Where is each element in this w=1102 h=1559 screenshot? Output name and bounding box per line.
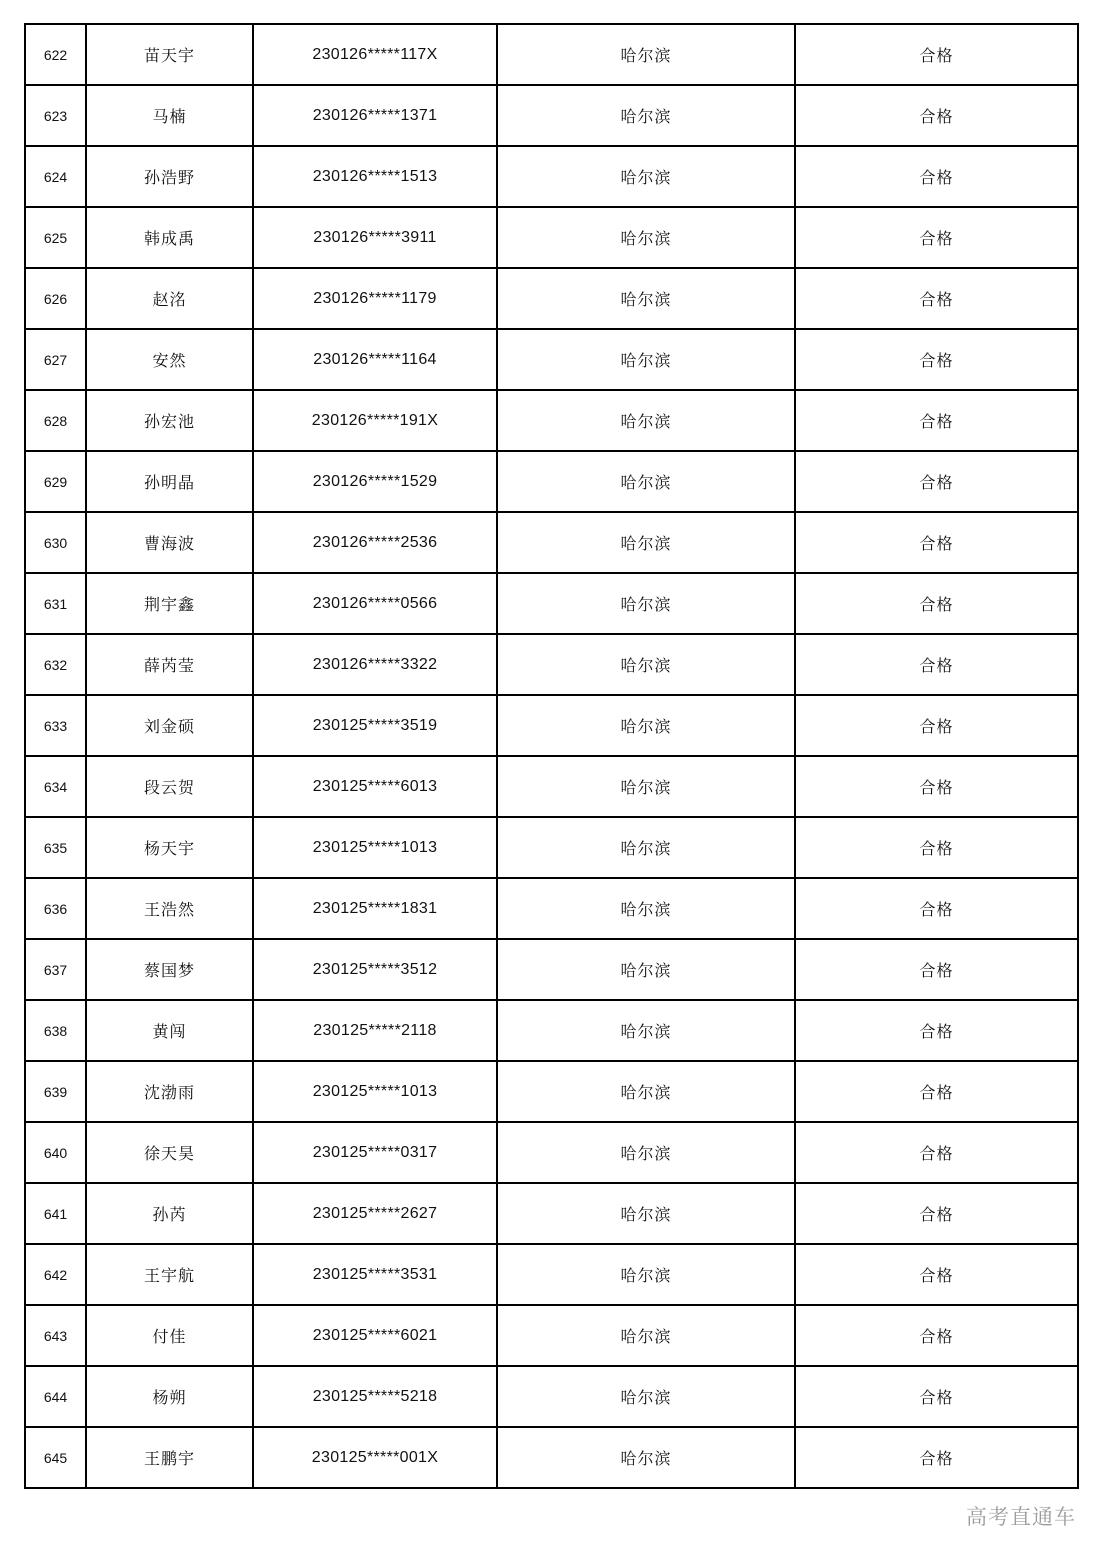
table-row	[25, 695, 1078, 756]
row-number-cell: 636	[25, 878, 86, 939]
table-row	[25, 634, 1078, 695]
row-number-cell: 626	[25, 268, 86, 329]
result-cell: 合格	[795, 512, 1078, 573]
name-cell: 徐天昊	[86, 1122, 253, 1183]
city-cell: 哈尔滨	[497, 1366, 795, 1427]
name-cell: 段云贺	[86, 756, 253, 817]
row-number-cell: 634	[25, 756, 86, 817]
table-row	[25, 1183, 1078, 1244]
id-number-cell: 230125*****3519	[253, 695, 497, 756]
id-number-cell: 230126*****191X	[253, 390, 497, 451]
table-row	[25, 268, 1078, 329]
row-number-cell: 633	[25, 695, 86, 756]
city-cell: 哈尔滨	[497, 1061, 795, 1122]
id-number-cell: 230125*****3512	[253, 939, 497, 1000]
result-cell: 合格	[795, 268, 1078, 329]
result-cell: 合格	[795, 1000, 1078, 1061]
watermark-text: 高考直通车	[966, 1505, 1076, 1529]
name-cell: 马楠	[86, 85, 253, 146]
row-number-cell: 641	[25, 1183, 86, 1244]
name-cell: 孙芮	[86, 1183, 253, 1244]
name-cell: 孙浩野	[86, 146, 253, 207]
city-cell: 哈尔滨	[497, 634, 795, 695]
table-row	[25, 1000, 1078, 1061]
result-cell: 合格	[795, 1183, 1078, 1244]
result-cell: 合格	[795, 939, 1078, 1000]
id-number-cell: 230125*****6013	[253, 756, 497, 817]
city-cell: 哈尔滨	[497, 207, 795, 268]
results-table-container	[24, 23, 1077, 1489]
result-cell: 合格	[795, 1244, 1078, 1305]
city-cell: 哈尔滨	[497, 146, 795, 207]
city-cell: 哈尔滨	[497, 878, 795, 939]
city-cell: 哈尔滨	[497, 329, 795, 390]
results-table	[24, 23, 1079, 1489]
result-cell: 合格	[795, 207, 1078, 268]
result-cell: 合格	[795, 1061, 1078, 1122]
name-cell: 薛芮莹	[86, 634, 253, 695]
row-number-cell: 639	[25, 1061, 86, 1122]
row-number-cell: 627	[25, 329, 86, 390]
table-row	[25, 451, 1078, 512]
id-number-cell: 230125*****0317	[253, 1122, 497, 1183]
city-cell: 哈尔滨	[497, 1122, 795, 1183]
id-number-cell: 230125*****2627	[253, 1183, 497, 1244]
city-cell: 哈尔滨	[497, 573, 795, 634]
result-cell: 合格	[795, 329, 1078, 390]
table-row	[25, 146, 1078, 207]
row-number-cell: 625	[25, 207, 86, 268]
city-cell: 哈尔滨	[497, 1427, 795, 1488]
result-cell: 合格	[795, 634, 1078, 695]
table-row	[25, 1122, 1078, 1183]
result-cell: 合格	[795, 573, 1078, 634]
table-row	[25, 817, 1078, 878]
city-cell: 哈尔滨	[497, 390, 795, 451]
row-number-cell: 645	[25, 1427, 86, 1488]
name-cell: 孙明晶	[86, 451, 253, 512]
results-table-body	[25, 24, 1078, 1488]
row-number-cell: 640	[25, 1122, 86, 1183]
id-number-cell: 230125*****1013	[253, 1061, 497, 1122]
result-cell: 合格	[795, 1366, 1078, 1427]
city-cell: 哈尔滨	[497, 1244, 795, 1305]
name-cell: 王宇航	[86, 1244, 253, 1305]
row-number-cell: 635	[25, 817, 86, 878]
id-number-cell: 230126*****1529	[253, 451, 497, 512]
id-number-cell: 230126*****3322	[253, 634, 497, 695]
row-number-cell: 629	[25, 451, 86, 512]
name-cell: 安然	[86, 329, 253, 390]
city-cell: 哈尔滨	[497, 1183, 795, 1244]
city-cell: 哈尔滨	[497, 756, 795, 817]
name-cell: 苗天宇	[86, 24, 253, 85]
row-number-cell: 630	[25, 512, 86, 573]
table-row	[25, 24, 1078, 85]
city-cell: 哈尔滨	[497, 451, 795, 512]
table-row	[25, 1244, 1078, 1305]
row-number-cell: 644	[25, 1366, 86, 1427]
table-row	[25, 573, 1078, 634]
row-number-cell: 638	[25, 1000, 86, 1061]
name-cell: 荆宇鑫	[86, 573, 253, 634]
city-cell: 哈尔滨	[497, 939, 795, 1000]
name-cell: 黄闯	[86, 1000, 253, 1061]
name-cell: 刘金硕	[86, 695, 253, 756]
id-number-cell: 230126*****0566	[253, 573, 497, 634]
table-row	[25, 85, 1078, 146]
table-row	[25, 512, 1078, 573]
name-cell: 曹海波	[86, 512, 253, 573]
id-number-cell: 230126*****2536	[253, 512, 497, 573]
table-row	[25, 878, 1078, 939]
row-number-cell: 643	[25, 1305, 86, 1366]
result-cell: 合格	[795, 24, 1078, 85]
result-cell: 合格	[795, 390, 1078, 451]
name-cell: 蔡国梦	[86, 939, 253, 1000]
city-cell: 哈尔滨	[497, 1000, 795, 1061]
result-cell: 合格	[795, 1305, 1078, 1366]
city-cell: 哈尔滨	[497, 695, 795, 756]
name-cell: 杨朔	[86, 1366, 253, 1427]
id-number-cell: 230126*****1513	[253, 146, 497, 207]
name-cell: 孙宏池	[86, 390, 253, 451]
row-number-cell: 622	[25, 24, 86, 85]
id-number-cell: 230126*****1371	[253, 85, 497, 146]
table-row	[25, 329, 1078, 390]
id-number-cell: 230125*****1831	[253, 878, 497, 939]
row-number-cell: 623	[25, 85, 86, 146]
city-cell: 哈尔滨	[497, 24, 795, 85]
id-number-cell: 230126*****3911	[253, 207, 497, 268]
name-cell: 王鹏宇	[86, 1427, 253, 1488]
table-row	[25, 390, 1078, 451]
result-cell: 合格	[795, 878, 1078, 939]
name-cell: 沈渤雨	[86, 1061, 253, 1122]
table-row	[25, 1427, 1078, 1488]
name-cell: 韩成禹	[86, 207, 253, 268]
table-row	[25, 1061, 1078, 1122]
name-cell: 王浩然	[86, 878, 253, 939]
name-cell: 杨天宇	[86, 817, 253, 878]
result-cell: 合格	[795, 1122, 1078, 1183]
city-cell: 哈尔滨	[497, 817, 795, 878]
id-number-cell: 230125*****2118	[253, 1000, 497, 1061]
result-cell: 合格	[795, 695, 1078, 756]
id-number-cell: 230125*****1013	[253, 817, 497, 878]
row-number-cell: 631	[25, 573, 86, 634]
city-cell: 哈尔滨	[497, 85, 795, 146]
result-cell: 合格	[795, 756, 1078, 817]
name-cell: 赵洺	[86, 268, 253, 329]
row-number-cell: 628	[25, 390, 86, 451]
row-number-cell: 624	[25, 146, 86, 207]
result-cell: 合格	[795, 451, 1078, 512]
id-number-cell: 230125*****5218	[253, 1366, 497, 1427]
table-row	[25, 1366, 1078, 1427]
table-row	[25, 1305, 1078, 1366]
city-cell: 哈尔滨	[497, 512, 795, 573]
city-cell: 哈尔滨	[497, 1305, 795, 1366]
name-cell: 付佳	[86, 1305, 253, 1366]
table-row	[25, 756, 1078, 817]
id-number-cell: 230126*****1179	[253, 268, 497, 329]
id-number-cell: 230125*****3531	[253, 1244, 497, 1305]
table-row	[25, 207, 1078, 268]
row-number-cell: 637	[25, 939, 86, 1000]
row-number-cell: 642	[25, 1244, 86, 1305]
result-cell: 合格	[795, 1427, 1078, 1488]
row-number-cell: 632	[25, 634, 86, 695]
city-cell: 哈尔滨	[497, 268, 795, 329]
id-number-cell: 230125*****001X	[253, 1427, 497, 1488]
result-cell: 合格	[795, 817, 1078, 878]
id-number-cell: 230126*****1164	[253, 329, 497, 390]
id-number-cell: 230125*****6021	[253, 1305, 497, 1366]
id-number-cell: 230126*****117X	[253, 24, 497, 85]
result-cell: 合格	[795, 146, 1078, 207]
table-row	[25, 939, 1078, 1000]
result-cell: 合格	[795, 85, 1078, 146]
